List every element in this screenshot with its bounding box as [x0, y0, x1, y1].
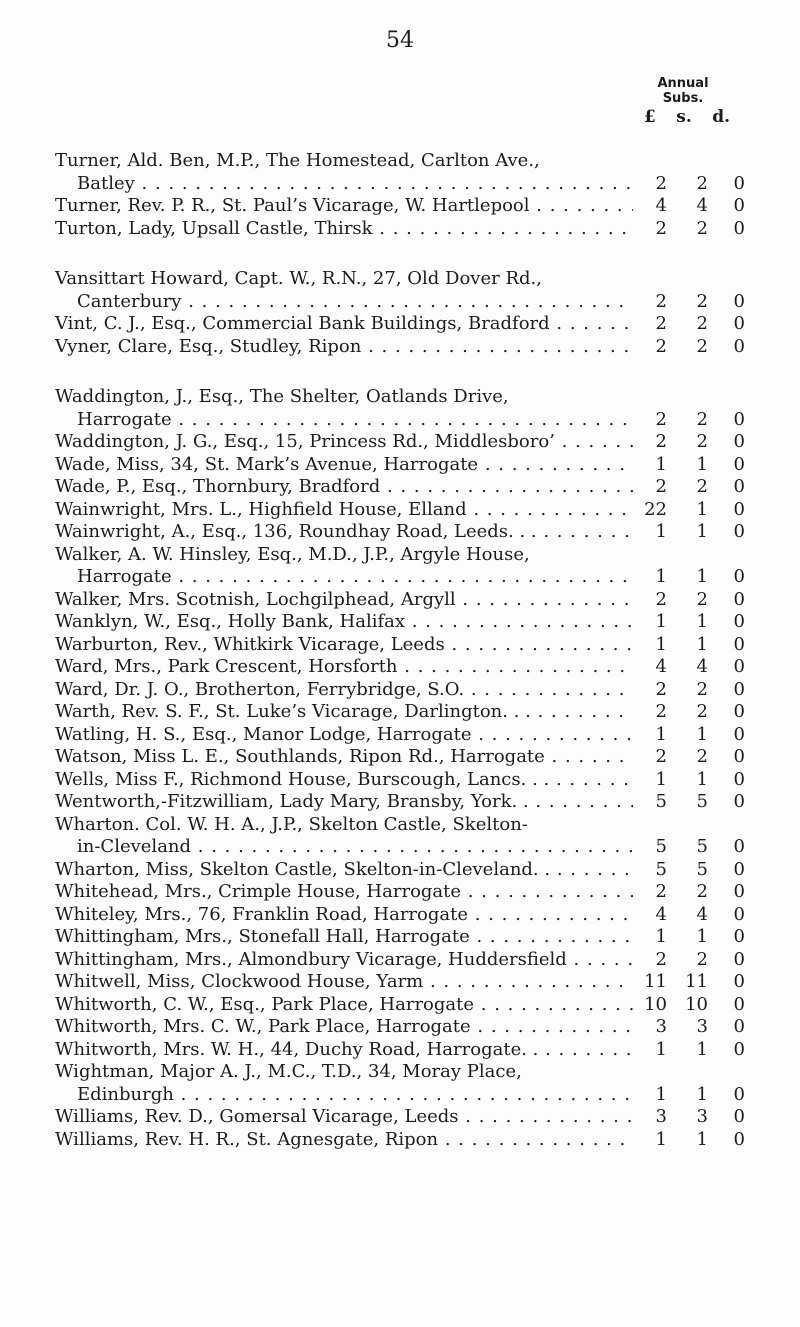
- subscriber-entry: [55, 521, 745, 544]
- amount-pounds: 1: [655, 611, 667, 632]
- amount-shillings: 1: [696, 521, 708, 542]
- subscriber-entry: [55, 268, 745, 313]
- amount-pounds: 4: [655, 656, 667, 677]
- amount-pence: 0: [733, 1083, 745, 1105]
- amount-pounds: 2: [655, 746, 667, 767]
- amount-shillings: 11: [685, 971, 708, 992]
- subscriber-name-address: [55, 971, 633, 994]
- subscriber-text: Whitworth, Mrs. W. H., 44, Duchy Road, Harrogate. .: [55, 1038, 539, 1060]
- amount-shillings: 2: [696, 313, 708, 334]
- amount-shillings: 2: [696, 701, 708, 722]
- subscriber-entry: [55, 769, 745, 792]
- subscription-amount: [635, 409, 745, 432]
- amount-pence: 0: [733, 172, 745, 194]
- subscriber-entry: [55, 150, 745, 195]
- amount-pounds: 2: [655, 313, 667, 334]
- subscriber-name-address: [55, 634, 633, 657]
- amount-pounds: 10: [644, 993, 667, 1015]
- subscriber-entry: [55, 679, 745, 702]
- subscriber-name-address: [55, 313, 633, 336]
- subscriber-entry: [55, 1129, 745, 1152]
- subscriber-name-address: [55, 1106, 633, 1129]
- subscription-amount: [635, 836, 745, 859]
- subscriber-entry: [55, 859, 745, 882]
- amount-pence: 0: [733, 290, 745, 312]
- subscriber-entry: [55, 313, 745, 336]
- amount-pence: 0: [733, 768, 745, 790]
- amount-pence: 0: [733, 408, 745, 430]
- amount-pence: 0: [733, 926, 745, 947]
- amount-pounds: 3: [655, 1106, 667, 1127]
- subscription-amount: [635, 1106, 745, 1129]
- subscriber-entry: [55, 904, 745, 927]
- amount-shillings: 1: [696, 1128, 708, 1150]
- subscription-amount: [635, 336, 745, 359]
- column-header: [628, 76, 738, 125]
- subscription-amount: [635, 1016, 745, 1039]
- subscriber-text: Whittingham, Mrs., Stonefall Hall, Harrogate: [55, 926, 470, 947]
- amount-pence: 0: [733, 476, 745, 497]
- subscription-amount: [635, 1039, 745, 1062]
- amount-pence: 0: [733, 1128, 745, 1150]
- amount-pounds: 2: [655, 172, 667, 194]
- amount-pence: 0: [733, 1038, 745, 1060]
- amount-pence: 0: [733, 701, 745, 722]
- amount-pounds: 1: [655, 1038, 667, 1060]
- subscriber-text: Wade, P., Esq., Thornbury, Bradford: [55, 476, 381, 497]
- amount-pounds: 5: [655, 791, 667, 812]
- amount-pence: 0: [733, 566, 745, 587]
- amount-pence: 0: [733, 881, 745, 902]
- subscriber-name-address: [55, 386, 633, 409]
- subscriber-entry: [55, 881, 745, 904]
- subscriber-name-address: [55, 611, 633, 634]
- subscription-amount: [635, 1129, 745, 1152]
- amount-pence: 0: [733, 656, 745, 677]
- amount-shillings: 2: [696, 588, 708, 610]
- subscriber-text: Wharton. Col. W. H. A., J.P., Skelton Castle, Skelton-: [55, 813, 528, 835]
- amount-shillings: 4: [696, 195, 708, 216]
- subscriber-text: Waddington, J. G., Esq., 15, Princess Rd., Middlesboro’: [55, 431, 555, 452]
- amount-pence: 0: [733, 993, 745, 1015]
- amount-shillings: 2: [696, 476, 708, 497]
- subscriber-entry: [55, 949, 745, 972]
- amount-pounds: 1: [655, 566, 667, 587]
- amount-shillings: 5: [696, 836, 708, 857]
- subscription-amount: [635, 971, 745, 994]
- subscriber-entry: [55, 431, 745, 454]
- subscriber-name-address: [55, 454, 633, 477]
- subscriber-name-address: [55, 150, 633, 173]
- subscriber-text: Walker, Mrs. Scotnish, Lochgilphead, Argyll: [55, 588, 456, 610]
- amount-pounds: 4: [655, 195, 667, 216]
- subscriber-address-continued: [55, 836, 633, 859]
- amount-shillings: 2: [696, 217, 708, 239]
- subscriber-name-address: [55, 881, 633, 904]
- amount-pence: 0: [733, 335, 745, 357]
- amount-pounds: 1: [655, 1128, 667, 1150]
- subscriber-text: Vint, C. J., Esq., Commercial Bank Buildings, Bradford: [55, 313, 550, 334]
- amount-shillings: 1: [696, 768, 708, 790]
- amount-pence: 0: [733, 521, 745, 542]
- subscriber-name-address: [55, 195, 633, 218]
- amount-pence: 0: [733, 588, 745, 610]
- subscriber-text: Whitehead, Mrs., Crimple House, Harrogate: [55, 881, 462, 902]
- amount-pounds: 2: [655, 701, 667, 722]
- subscriber-name-address: [55, 814, 633, 837]
- subscription-amount: [635, 431, 745, 454]
- amount-pence: 0: [733, 431, 745, 452]
- amount-pounds: 1: [655, 633, 667, 655]
- subscriber-text-continued: Harrogate: [77, 408, 172, 430]
- subscription-amount: [635, 499, 745, 522]
- subscriber-name-address: [55, 1039, 633, 1062]
- subscriber-name-address: [55, 336, 633, 359]
- subscriber-entry: [55, 814, 745, 859]
- subscriber-entry: [55, 994, 745, 1017]
- subscriber-text: Whitworth, C. W., Esq., Park Place, Harrogate: [55, 993, 475, 1015]
- subscriber-entry: [55, 499, 745, 522]
- subscriber-entry: [55, 476, 745, 499]
- page-number: 54: [386, 28, 414, 53]
- subscriber-name-address: [55, 476, 633, 499]
- amount-pounds: 2: [655, 290, 667, 312]
- subscription-amount: [635, 566, 745, 589]
- subscriber-text: Turton, Lady, Upsall Castle, Thirsk: [55, 217, 373, 239]
- subscriber-text-continued: Batley: [77, 172, 135, 194]
- amount-shillings: 5: [696, 858, 708, 880]
- subscription-amount: [635, 926, 745, 949]
- subscriber-entry: [55, 746, 745, 769]
- amount-pence: 0: [733, 723, 745, 745]
- amount-shillings: 1: [696, 926, 708, 947]
- subscriber-entry: [55, 454, 745, 477]
- amount-pounds: 4: [655, 903, 667, 925]
- subscriber-address-continued: [55, 1084, 633, 1107]
- amount-pounds: 2: [655, 678, 667, 700]
- subscription-amount: [635, 746, 745, 769]
- subscriber-name-address: [55, 656, 633, 679]
- amount-pence: 0: [733, 217, 745, 239]
- subscription-amount: [635, 881, 745, 904]
- amount-pounds: 2: [655, 948, 667, 970]
- subscriber-name-address: [55, 1129, 633, 1152]
- amount-pence: 0: [733, 453, 745, 475]
- subscriber-text: Wharton, Miss, Skelton Castle, Skelton-in-Cleveland. .: [55, 858, 551, 880]
- subscriber-name-address: [55, 904, 633, 927]
- subscriber-entry: [55, 589, 745, 612]
- amount-shillings: 1: [696, 498, 708, 520]
- amount-pence: 0: [733, 678, 745, 700]
- subscriber-name-address: [55, 1061, 633, 1084]
- subscriber-address-continued: [55, 566, 633, 589]
- subscription-amount: [635, 173, 745, 196]
- amount-shillings: 1: [696, 1083, 708, 1105]
- amount-pounds: 3: [655, 1016, 667, 1037]
- amount-shillings: 1: [696, 566, 708, 587]
- amount-shillings: 10: [685, 993, 708, 1015]
- subscriber-entry: [55, 656, 745, 679]
- currency-header: [628, 107, 738, 127]
- subscriber-entry: [55, 971, 745, 994]
- amount-pence: 0: [733, 1016, 745, 1037]
- amount-pounds: 2: [655, 588, 667, 610]
- amount-pounds: 22: [644, 498, 667, 520]
- subscription-amount: [635, 656, 745, 679]
- amount-pence: 0: [733, 313, 745, 334]
- column-header-line1: Annual: [657, 76, 709, 91]
- subscription-amount: [635, 724, 745, 747]
- subscriber-name-address: [55, 949, 633, 972]
- amount-pounds: 1: [655, 453, 667, 475]
- subscriber-name-address: [55, 791, 633, 814]
- subscriber-name-address: [55, 926, 633, 949]
- subscriber-entry: [55, 386, 745, 431]
- subscriber-entry: [55, 926, 745, 949]
- subscriber-entry: [55, 195, 745, 218]
- subscriber-name-address: [55, 746, 633, 769]
- amount-shillings: 2: [696, 172, 708, 194]
- amount-shillings: 2: [696, 290, 708, 312]
- amount-pounds: 1: [655, 768, 667, 790]
- subscriber-address-continued: [55, 173, 633, 196]
- subscriber-text: Turner, Ald. Ben, M.P., The Homestead, Carlton Ave.,: [55, 150, 540, 171]
- subscriber-text: Wainwright, Mrs. L., Highfield House, Elland: [55, 498, 467, 520]
- subscription-amount: [635, 859, 745, 882]
- amount-shillings: 4: [696, 903, 708, 925]
- subscriber-text: Whiteley, Mrs., 76, Franklin Road, Harrogate: [55, 903, 469, 925]
- subscription-amount: [635, 1084, 745, 1107]
- amount-pounds: 1: [655, 926, 667, 947]
- amount-pounds: 5: [655, 836, 667, 857]
- subscription-amount: [635, 195, 745, 218]
- subscriber-name-address: [55, 431, 633, 454]
- subscriber-text: Vyner, Clare, Esq., Studley, Ripon: [55, 335, 362, 357]
- subscription-amount: [635, 611, 745, 634]
- subscriber-text: Warth, Rev. S. F., St. Luke’s Vicarage, Darlington. . .: [55, 701, 531, 722]
- subscriber-text: Whitwell, Miss, Clockwood House, Yarm: [55, 971, 424, 992]
- amount-pence: 0: [733, 948, 745, 970]
- subscription-amount: [635, 769, 745, 792]
- subscriber-name-address: [55, 218, 633, 241]
- subscriber-text-continued: Canterbury: [77, 290, 182, 312]
- amount-shillings: 2: [696, 431, 708, 452]
- subscriber-text: Williams, Rev. H. R., St. Agnesgate, Ripon: [55, 1128, 439, 1150]
- subscription-amount: [635, 904, 745, 927]
- shillings-header: s.: [676, 107, 692, 127]
- column-header-line2: Subs.: [662, 91, 704, 106]
- subscription-amount: [635, 949, 745, 972]
- subscriber-name-address: [55, 521, 633, 544]
- amount-shillings: 5: [696, 791, 708, 812]
- amount-shillings: 3: [696, 1016, 708, 1037]
- subscriber-text-continued: Edinburgh: [77, 1083, 174, 1105]
- amount-pence: 0: [733, 746, 745, 767]
- subscriber-name-address: [55, 679, 633, 702]
- letter-group: [55, 150, 745, 240]
- letter-group: [55, 268, 745, 358]
- amount-pounds: 2: [655, 431, 667, 452]
- subscriber-text: Warburton, Rev., Whitkirk Vicarage, Leeds: [55, 633, 445, 655]
- subscriber-text: Turner, Rev. P. R., St. Paul’s Vicarage, W. Hartlepool: [55, 195, 530, 216]
- subscription-amount: [635, 701, 745, 724]
- subscriber-text: Ward, Dr. J. O., Brotherton, Ferrybridge, S.O.: [55, 678, 465, 700]
- subscriber-entry: [55, 634, 745, 657]
- amount-shillings: 2: [696, 335, 708, 357]
- subscriber-text: Whitworth, Mrs. C. W., Park Place, Harrogate: [55, 1016, 471, 1037]
- subscription-amount: [635, 291, 745, 314]
- subscriber-text: Wentworth,-Fitzwilliam, Lady Mary, Bransby, York. .: [55, 791, 529, 812]
- amount-pounds: 2: [655, 881, 667, 902]
- amount-pounds: 11: [644, 971, 667, 992]
- subscriber-text: Waddington, J., Esq., The Shelter, Oatlands Drive,: [55, 386, 509, 407]
- subscriber-name-address: [55, 701, 633, 724]
- amount-pounds: 1: [655, 723, 667, 745]
- amount-pence: 0: [733, 1106, 745, 1127]
- amount-shillings: 2: [696, 746, 708, 767]
- subscriber-entry: [55, 1016, 745, 1039]
- subscriber-entry: [55, 701, 745, 724]
- amount-pounds: 2: [655, 217, 667, 239]
- subscriber-entry: [55, 544, 745, 589]
- amount-pence: 0: [733, 858, 745, 880]
- amount-shillings: 4: [696, 656, 708, 677]
- amount-pence: 0: [733, 791, 745, 812]
- subscriber-entry: [55, 218, 745, 241]
- subscriber-entry: [55, 336, 745, 359]
- subscriber-text: Walker, A. W. Hinsley, Esq., M.D., J.P., Argyle House,: [55, 543, 530, 565]
- subscriber-text: Williams, Rev. D., Gomersal Vicarage, Leeds: [55, 1106, 459, 1127]
- subscriber-text: Watson, Miss L. E., Southlands, Ripon Rd., Harrogate: [55, 746, 545, 767]
- subscription-amount: [635, 634, 745, 657]
- amount-pounds: 2: [655, 476, 667, 497]
- subscription-amount: [635, 679, 745, 702]
- subscription-amount: [635, 218, 745, 241]
- subscriber-text: Ward, Mrs., Park Crescent, Horsforth: [55, 656, 398, 677]
- amount-shillings: 2: [696, 881, 708, 902]
- letter-group: [55, 386, 745, 1151]
- subscriber-name-address: [55, 859, 633, 882]
- amount-pounds: 1: [655, 521, 667, 542]
- subscriber-name-address: [55, 994, 633, 1017]
- amount-shillings: 1: [696, 723, 708, 745]
- pounds-header: £: [644, 107, 656, 127]
- subscriber-text-continued: in-Cleveland: [77, 836, 192, 857]
- subscription-amount: [635, 454, 745, 477]
- subscription-amount: [635, 994, 745, 1017]
- subscriber-name-address: [55, 1016, 633, 1039]
- subscriber-text-continued: Harrogate: [77, 566, 172, 587]
- amount-pence: 0: [733, 633, 745, 655]
- subscription-amount: [635, 476, 745, 499]
- amount-shillings: 1: [696, 633, 708, 655]
- subscriber-name-address: [55, 544, 633, 567]
- subscriber-name-address: [55, 268, 633, 291]
- amount-pence: 0: [733, 498, 745, 520]
- subscriber-text: Wells, Miss F., Richmond House, Burscough, Lancs. . .: [55, 768, 550, 790]
- subscriber-entry: [55, 791, 745, 814]
- subscriber-text: Wightman, Major A. J., M.C., T.D., 34, Moray Place,: [55, 1061, 522, 1082]
- subscriber-text: Wainwright, A., Esq., 136, Roundhay Road, Leeds. . .: [55, 521, 537, 542]
- amount-pence: 0: [733, 836, 745, 857]
- subscriber-entry: [55, 724, 745, 747]
- amount-pence: 0: [733, 903, 745, 925]
- subscription-amount: [635, 313, 745, 336]
- subscriber-address-continued: [55, 409, 633, 432]
- subscriber-text: Vansittart Howard, Capt. W., R.N., 27, Old Dover Rd.,: [55, 268, 542, 289]
- amount-pence: 0: [733, 611, 745, 632]
- amount-pounds: 2: [655, 335, 667, 357]
- amount-pence: 0: [733, 195, 745, 216]
- amount-pounds: 1: [655, 1083, 667, 1105]
- pence-header: d.: [712, 107, 730, 127]
- subscriber-text: Whittingham, Mrs., Almondbury Vicarage, Huddersfield: [55, 948, 567, 970]
- subscriber-entry: [55, 1106, 745, 1129]
- subscriber-list: [55, 150, 745, 1179]
- subscriber-entry: [55, 611, 745, 634]
- amount-shillings: 1: [696, 1038, 708, 1060]
- subscriber-text: Wanklyn, W., Esq., Holly Bank, Halifax: [55, 611, 406, 632]
- amount-shillings: 2: [696, 408, 708, 430]
- subscription-amount: [635, 589, 745, 612]
- amount-pence: 0: [733, 971, 745, 992]
- subscriber-entry: [55, 1061, 745, 1106]
- subscriber-name-address: [55, 724, 633, 747]
- amount-shillings: 1: [696, 611, 708, 632]
- subscription-amount: [635, 521, 745, 544]
- subscriber-name-address: [55, 769, 633, 792]
- subscriber-entry: [55, 1039, 745, 1062]
- amount-shillings: 3: [696, 1106, 708, 1127]
- amount-pounds: 5: [655, 858, 667, 880]
- subscriber-text: Watling, H. S., Esq., Manor Lodge, Harrogate: [55, 723, 472, 745]
- subscriber-name-address: [55, 499, 633, 522]
- subscription-amount: [635, 791, 745, 814]
- subscriber-name-address: [55, 589, 633, 612]
- subscriber-address-continued: [55, 291, 633, 314]
- amount-pounds: 2: [655, 408, 667, 430]
- amount-shillings: 2: [696, 948, 708, 970]
- amount-shillings: 2: [696, 678, 708, 700]
- amount-shillings: 1: [696, 453, 708, 475]
- subscriber-text: Wade, Miss, 34, St. Mark’s Avenue, Harrogate: [55, 453, 479, 475]
